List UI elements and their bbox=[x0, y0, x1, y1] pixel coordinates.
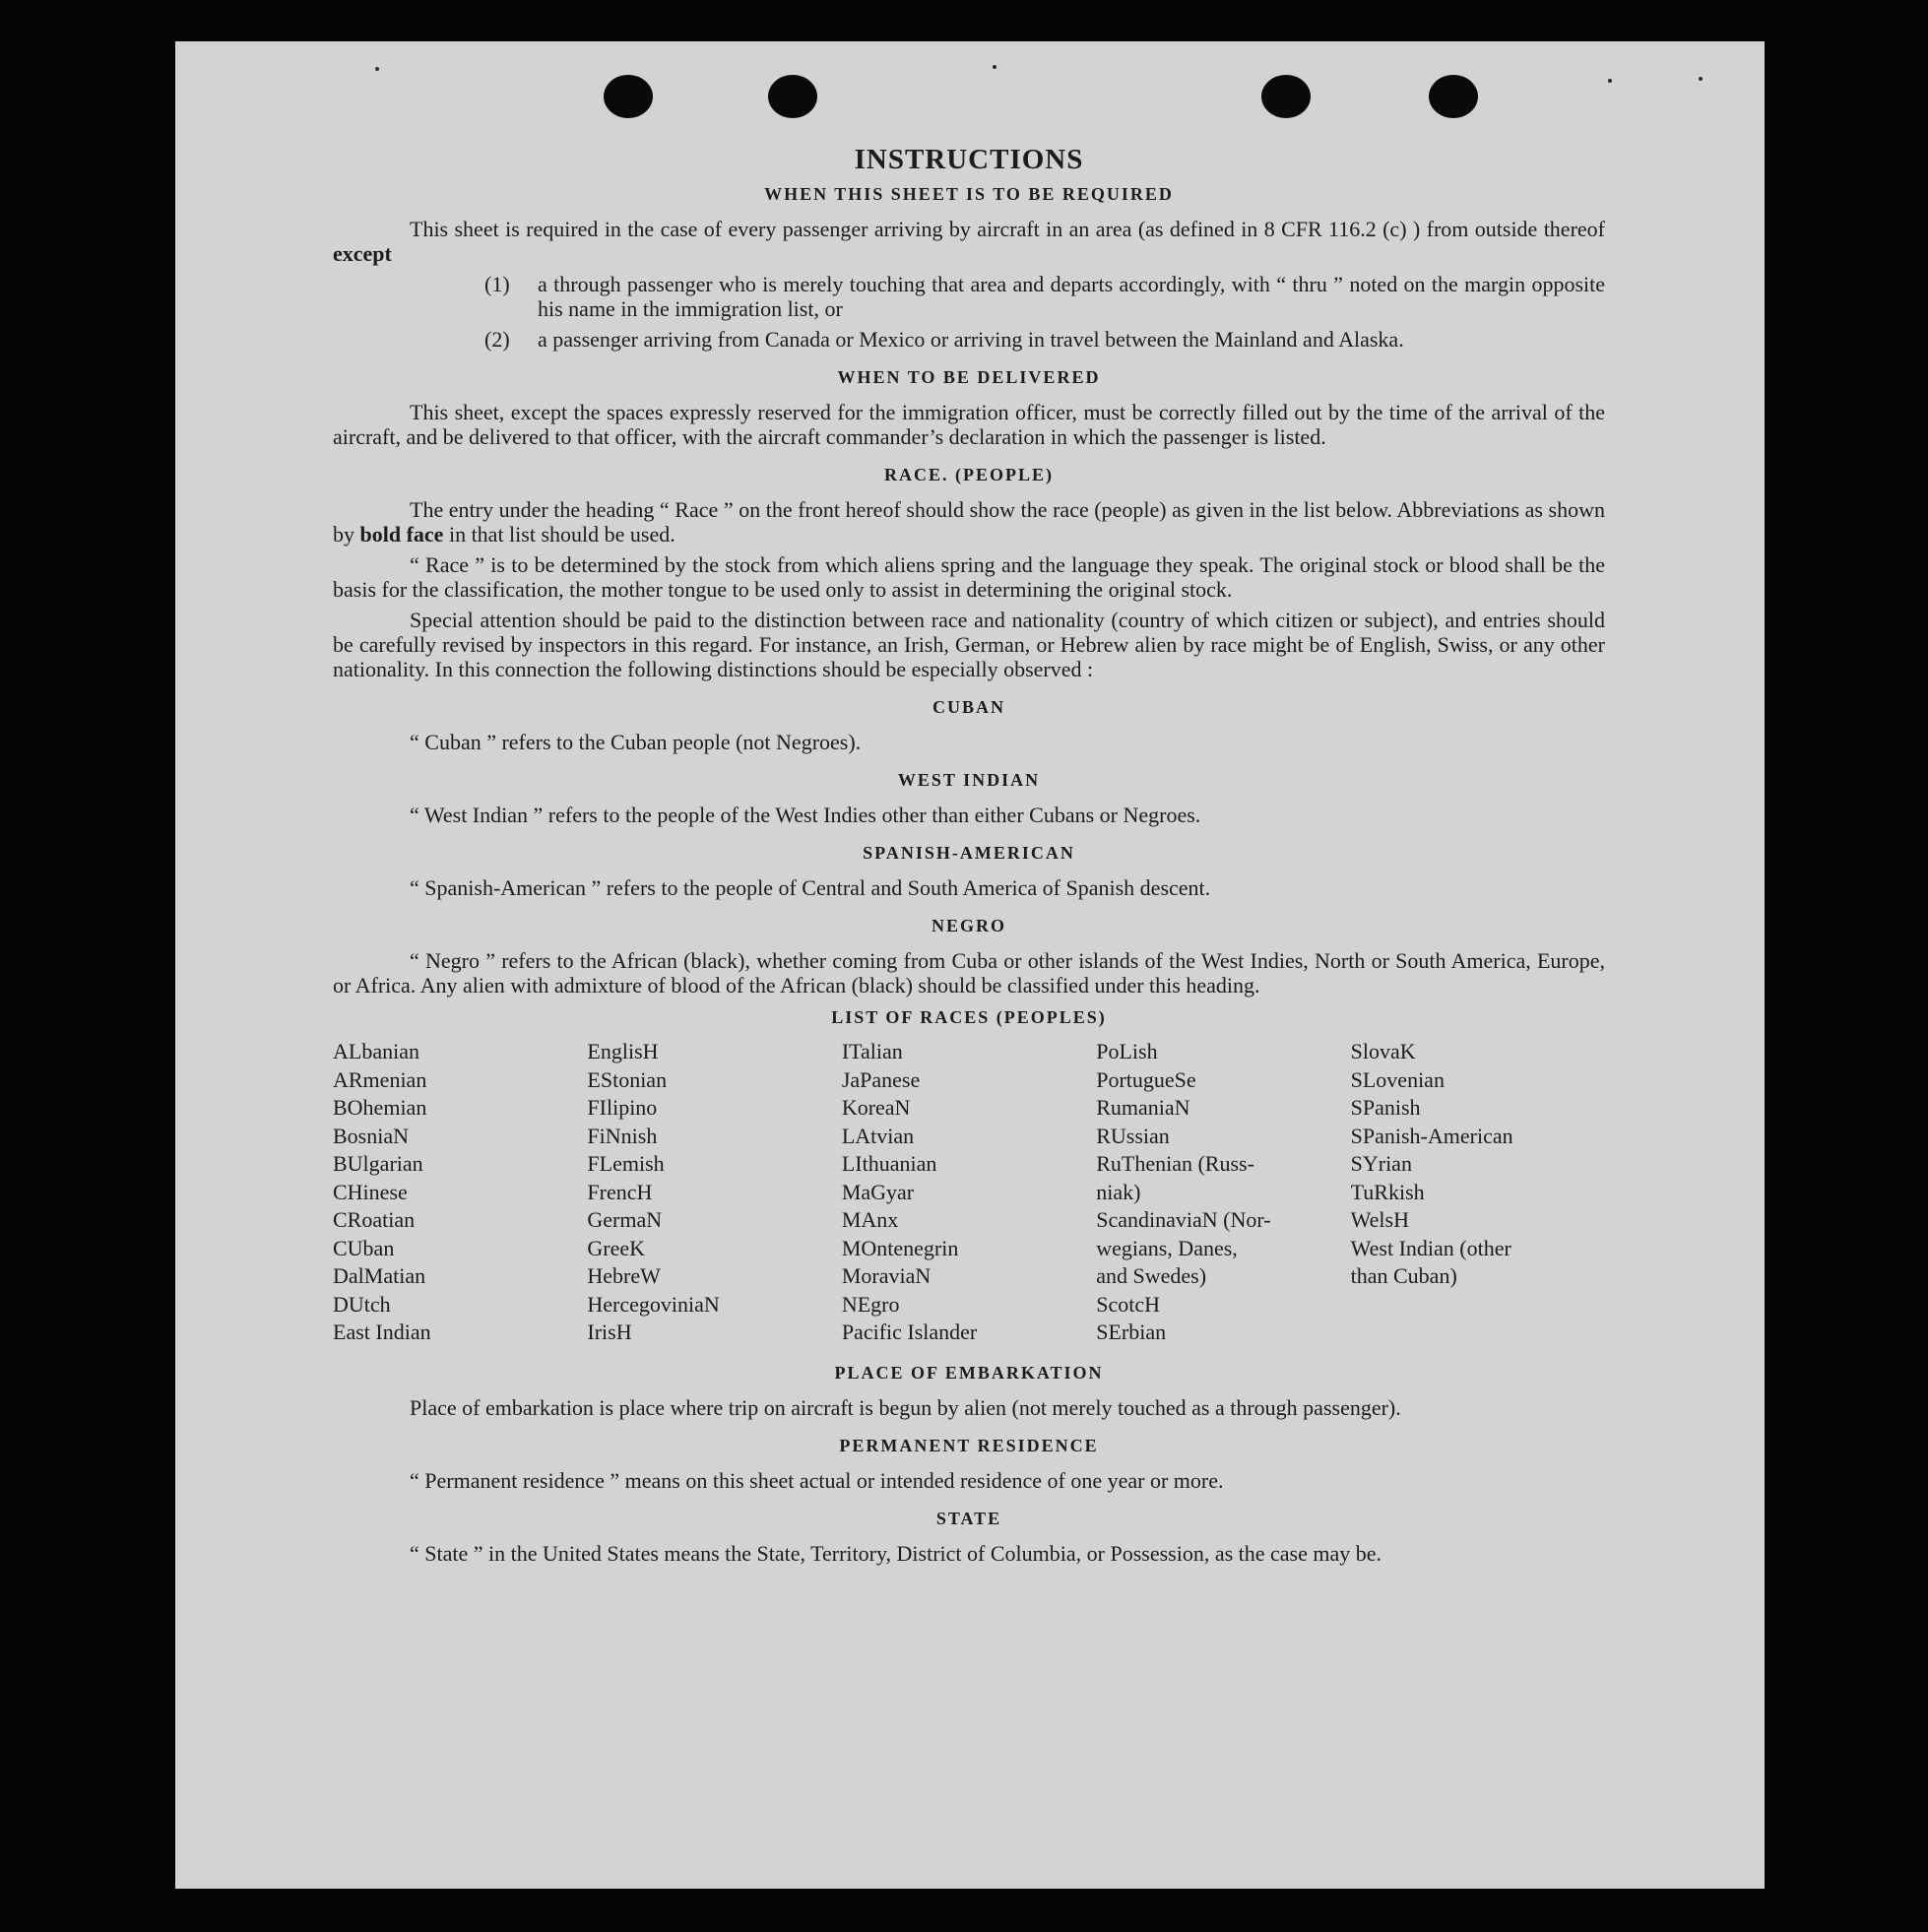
race-entry: FiNnish bbox=[587, 1123, 658, 1148]
race-column bbox=[587, 1038, 841, 1347]
race-entry: CUban bbox=[333, 1235, 395, 1260]
race-paragraph-2: “ Race ” is to be determined by the stock from which aliens spring and the language they speak. The original stock or blood shall be the basis for the classification, the mother tongue to be used only to assist in determining the original stock. bbox=[333, 552, 1605, 602]
race-entry-continued: than Cuban) bbox=[1350, 1263, 1457, 1288]
race-entry-continued: and Swedes) bbox=[1096, 1263, 1207, 1288]
race-entry: East Indian bbox=[333, 1320, 431, 1344]
race-entry: LIthuanian bbox=[841, 1151, 937, 1176]
race-entry: HebreW bbox=[587, 1263, 661, 1288]
race-paragraph-3: Special attention should be paid to the distinction between race and nationality (country of which citizen or subject), and entries should be carefully revised by inspectors in this regard. For instance, an Irish, German, or Hebrew alien by race might be of English, Swiss, or any other nationality. In this connection the following distinctions should be especially observed : bbox=[333, 608, 1605, 681]
cuban-text: “ Cuban ” refers to the Cuban people (not Negroes). bbox=[410, 730, 862, 754]
race-entry: DUtch bbox=[333, 1291, 391, 1317]
race-entry: ScotcH bbox=[1096, 1291, 1160, 1317]
state-text: “ State ” in the United States means the State, Territory, District of Columbia, or Possession, as the case may be. bbox=[410, 1540, 1382, 1566]
heading-race-list: LIST OF RACES (PEOPLES) bbox=[831, 1007, 1107, 1027]
race-entry: SErbian bbox=[1096, 1320, 1167, 1344]
heading-spanish-american: SPANISH-AMERICAN bbox=[863, 843, 1075, 863]
race-entry: ARmenian bbox=[333, 1066, 427, 1092]
race-entry: KoreaN bbox=[841, 1095, 911, 1120]
race-entry: RUssian bbox=[1096, 1123, 1170, 1148]
race-entry: CRoatian bbox=[333, 1207, 416, 1232]
race-entry: BUlgarian bbox=[333, 1151, 423, 1176]
punch-hole bbox=[1429, 75, 1478, 118]
race-entry: HercegoviniaN bbox=[587, 1291, 720, 1317]
race-entry: SPanish-American bbox=[1350, 1123, 1513, 1148]
race-entry: PoLish bbox=[1096, 1039, 1158, 1063]
heading-embarkation: PLACE OF EMBARKATION bbox=[834, 1362, 1104, 1383]
punch-hole bbox=[768, 75, 817, 118]
race-entry: MAnx bbox=[841, 1207, 899, 1232]
race-column bbox=[1351, 1038, 1605, 1347]
punch-hole bbox=[1261, 75, 1311, 118]
except-word: except bbox=[333, 241, 392, 266]
race-entry: SLovenian bbox=[1350, 1066, 1445, 1092]
race-column bbox=[333, 1038, 587, 1347]
race-entry-continued: niak) bbox=[1096, 1179, 1141, 1204]
instructions-content bbox=[333, 144, 1605, 1566]
race-entry: SPanish bbox=[1350, 1095, 1421, 1120]
required-text: This sheet is required in the case of every passenger arriving by aircraft in an area (as defined in 8 CFR 116.2 (c) ) from outside thereof except bbox=[333, 217, 1605, 266]
race-entry: NEgro bbox=[841, 1291, 900, 1317]
race-entry: FIlipino bbox=[587, 1095, 658, 1120]
race-entry: West Indian (other bbox=[1350, 1235, 1511, 1260]
heading-negro: NEGRO bbox=[931, 916, 1006, 935]
race-entry: DalMatian bbox=[333, 1263, 426, 1288]
race-entry: CHinese bbox=[333, 1179, 408, 1204]
embarkation-text: Place of embarkation is place where trip on aircraft is begun by alien (not merely touched as a through passenger). bbox=[410, 1394, 1401, 1420]
race-entry: BosniaN bbox=[333, 1123, 409, 1148]
race-entry: GermaN bbox=[587, 1207, 663, 1232]
race-column bbox=[1096, 1038, 1350, 1347]
heading-state: STATE bbox=[935, 1508, 1002, 1528]
heading-race: RACE. (PEOPLE) bbox=[884, 465, 1054, 484]
race-entry-continued: wegians, Danes, bbox=[1096, 1235, 1238, 1260]
race-entry: EnglisH bbox=[587, 1039, 659, 1063]
heading-west-indian: WEST INDIAN bbox=[897, 770, 1041, 790]
race-entry: WelsH bbox=[1350, 1207, 1409, 1232]
exception-item: (2) a passenger arriving from Canada or Mexico or arriving in travel between the Mainland and Alaska. bbox=[484, 327, 1404, 352]
race-entry: FrencH bbox=[587, 1179, 653, 1204]
heading-residence: PERMANENT RESIDENCE bbox=[839, 1435, 1099, 1455]
exception-item: (1) a through passenger who is merely touching that area and departs accordingly, with “ thru ” noted on the margin opposite his name in the immigration list, or bbox=[484, 272, 1605, 321]
race-entry: PortugueSe bbox=[1096, 1066, 1196, 1092]
race-entry: Pacific Islander bbox=[841, 1320, 978, 1344]
race-entry: IrisH bbox=[587, 1320, 632, 1344]
race-entry: ALbanian bbox=[333, 1039, 419, 1063]
race-entry: TuRkish bbox=[1350, 1179, 1425, 1204]
instruction-sheet bbox=[175, 41, 1765, 1889]
race-entry: LAtvian bbox=[841, 1123, 915, 1148]
heading-cuban: CUBAN bbox=[932, 697, 1005, 717]
race-entry: SYrian bbox=[1350, 1151, 1412, 1176]
race-entry: RuThenian (Russ- bbox=[1096, 1151, 1254, 1176]
race-list bbox=[333, 1038, 1605, 1347]
residence-text: “ Permanent residence ” means on this sheet actual or intended residence of one year or more. bbox=[410, 1467, 1224, 1493]
race-entry: BOhemian bbox=[333, 1095, 427, 1120]
race-paragraph-1: The entry under the heading “ Race ” on the front hereof should show the race (people) as given in the list below. Abbreviations as shown by bold face in that list should be used. bbox=[333, 497, 1605, 547]
punch-hole bbox=[604, 75, 653, 118]
west-indian-text: “ West Indian ” refers to the people of the West Indies other than either Cubans or Negroes. bbox=[410, 803, 1201, 827]
race-entry: RumaniaN bbox=[1096, 1095, 1190, 1120]
race-entry: MaGyar bbox=[841, 1179, 915, 1204]
negro-text: “ Negro ” refers to the African (black), whether coming from Cuba or other islands of the West Indies, North or South America, Europe, or Africa. Any alien with admixture of blood of the African (black) should be classified under this heading. bbox=[333, 948, 1605, 998]
race-entry: SlovaK bbox=[1350, 1039, 1416, 1063]
race-entry: JaPanese bbox=[841, 1066, 921, 1092]
spanish-american-text: “ Spanish-American ” refers to the people of Central and South America of Spanish descent. bbox=[410, 875, 1211, 900]
race-entry: ITalian bbox=[841, 1039, 903, 1063]
race-entry: MoraviaN bbox=[841, 1263, 932, 1288]
delivered-text: This sheet, except the spaces expressly reserved for the immigration officer, must be correctly filled out by the time of the arrival of the aircraft, and be delivered to that officer, with the aircraft commander’s declaration in which the passenger is listed. bbox=[333, 400, 1605, 449]
race-column bbox=[842, 1038, 1096, 1347]
race-entry: MOntenegrin bbox=[841, 1235, 959, 1260]
race-entry: EStonian bbox=[587, 1066, 668, 1092]
heading-delivered: WHEN TO BE DELIVERED bbox=[837, 367, 1101, 387]
page-title: INSTRUCTIONS bbox=[854, 144, 1084, 175]
race-entry: GreeK bbox=[587, 1235, 646, 1260]
race-entry: ScandinaviaN (Nor- bbox=[1096, 1207, 1271, 1232]
race-entry: FLemish bbox=[587, 1151, 665, 1176]
heading-required: WHEN THIS SHEET IS TO BE REQUIRED bbox=[764, 184, 1174, 204]
